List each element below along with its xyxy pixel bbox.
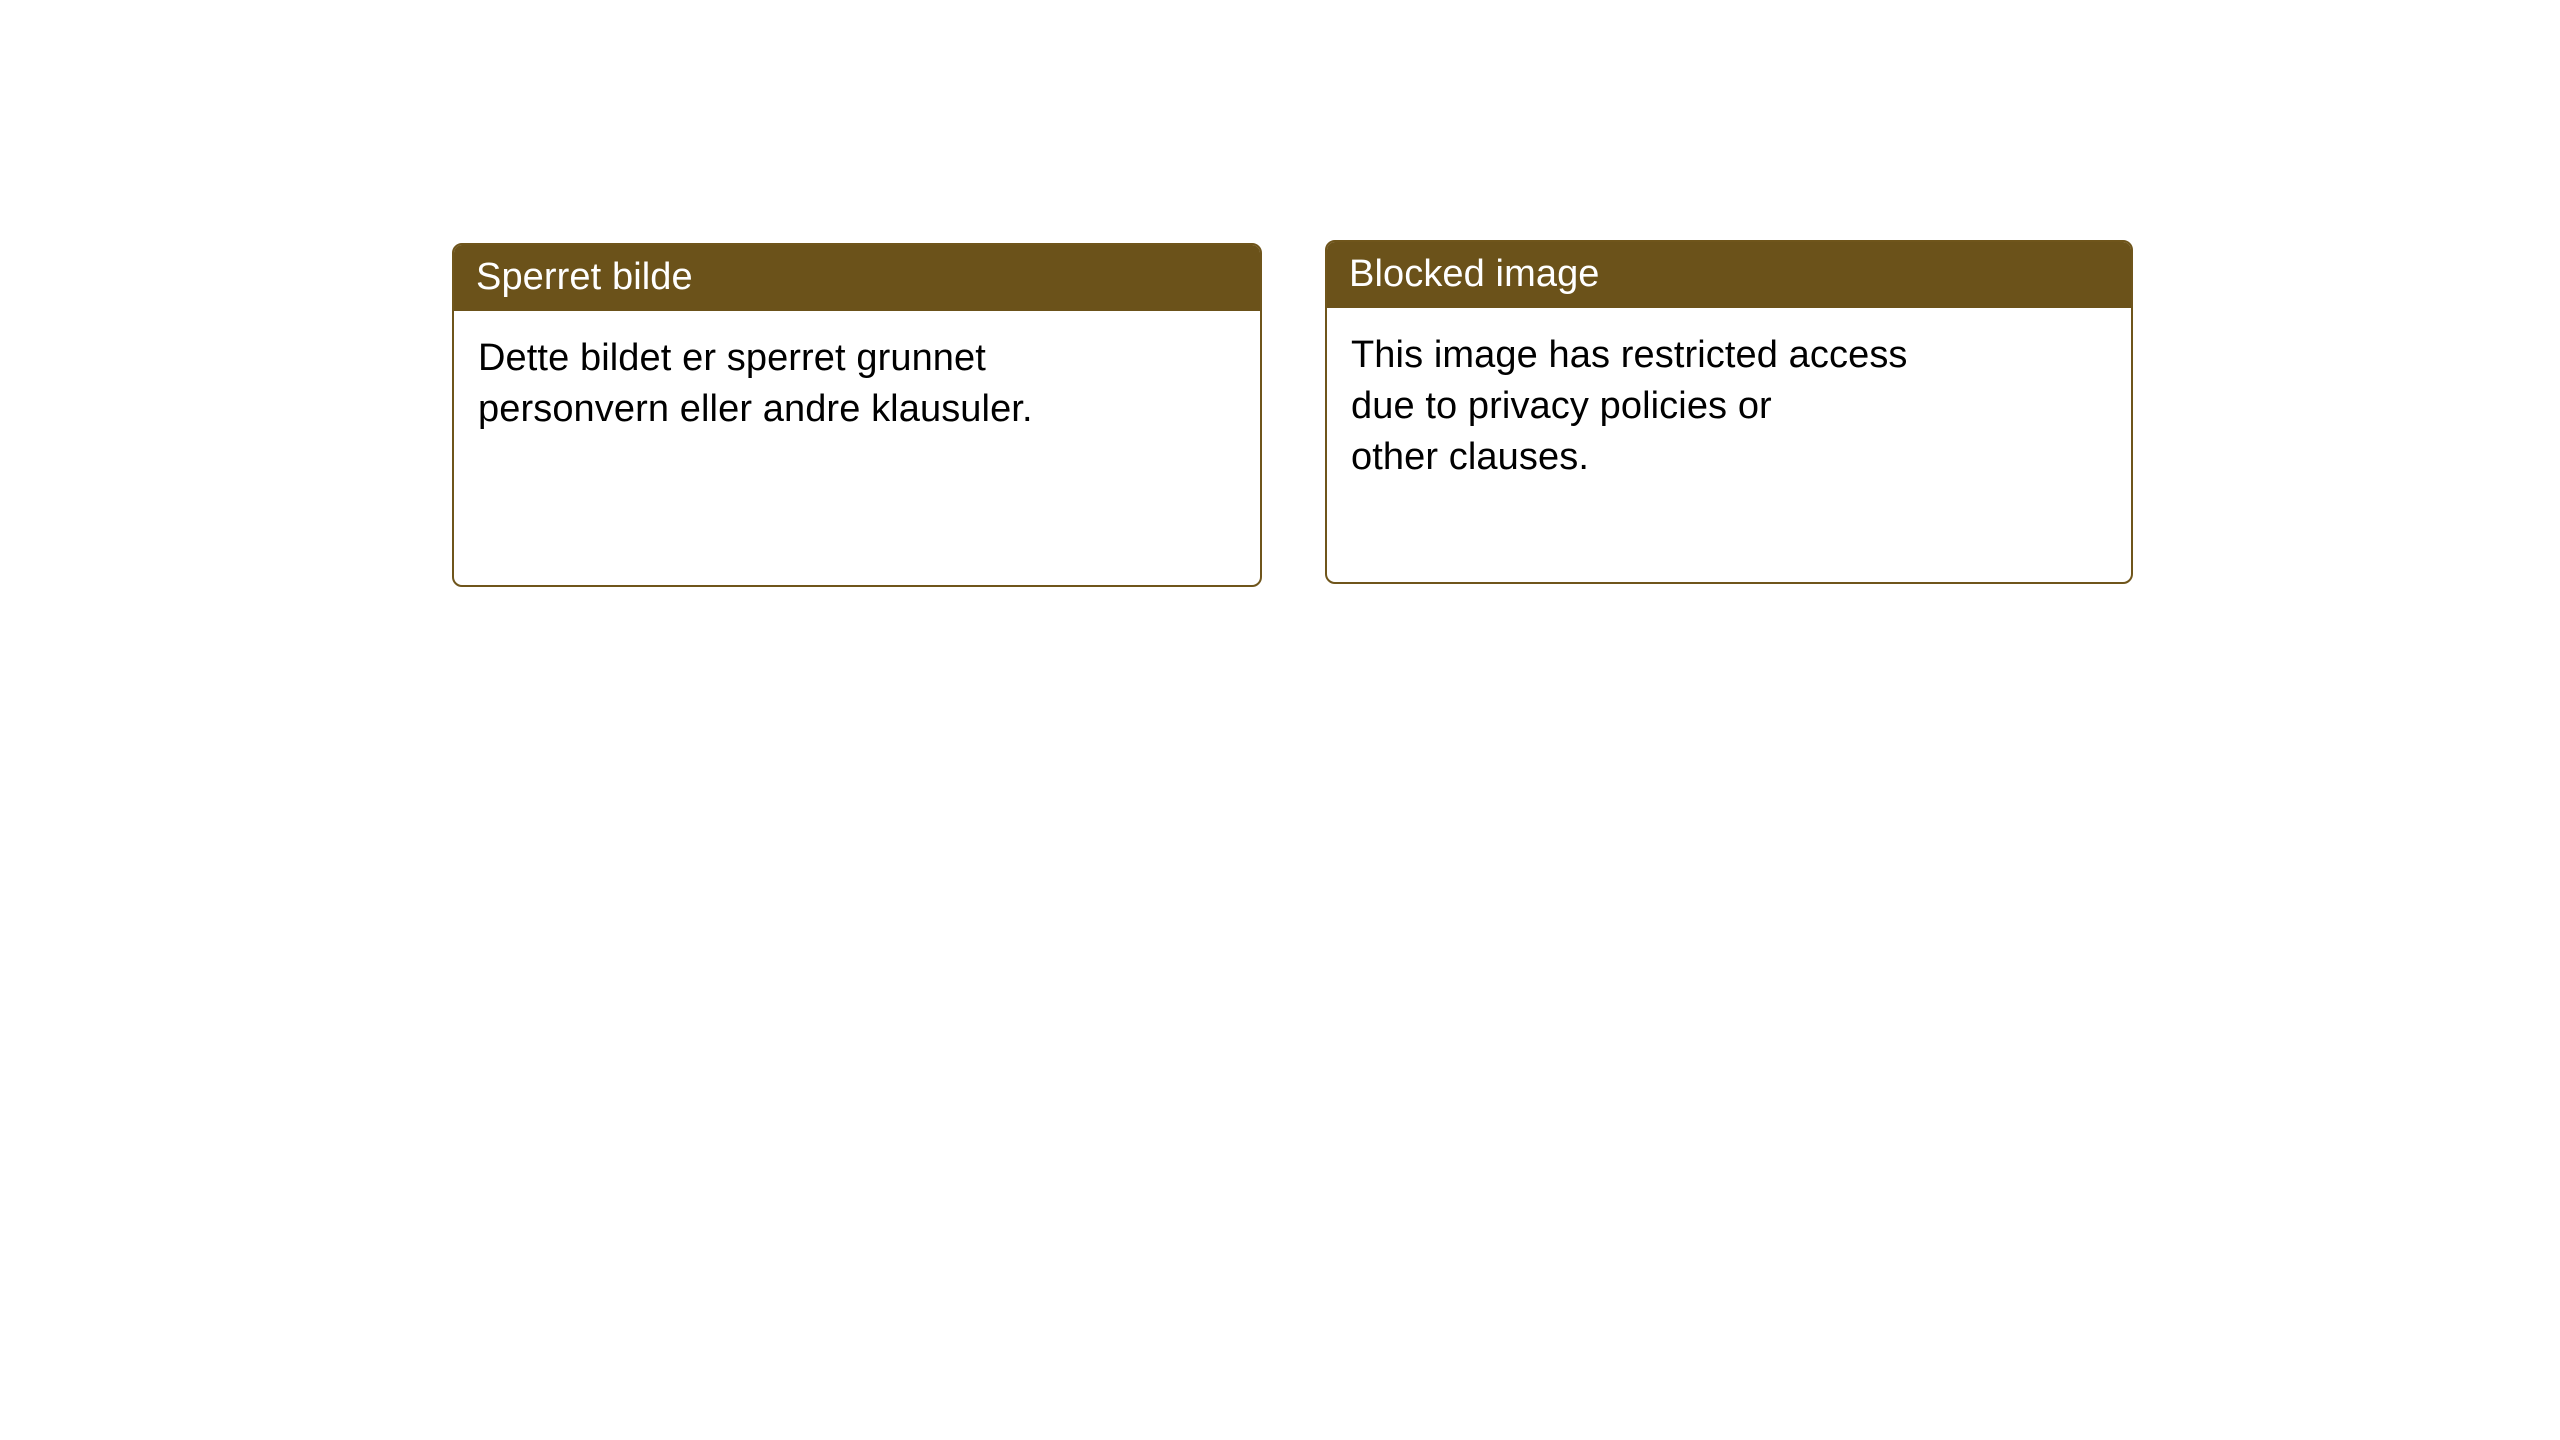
panel-text-line: Dette bildet er sperret grunnet [478,337,986,379]
panel-text-line: due to privacy policies or [1351,385,1772,427]
panel-text-line: This image has restricted access [1351,334,1908,376]
panel-text-line: personvern eller andre klausuler. [478,388,1033,430]
blocked-image-notice-no [452,243,1262,587]
panel-text-line: other clauses. [1351,436,1589,478]
panel-body-no [454,311,1260,435]
panel-title-no: Sperret bilde [454,245,1260,311]
blocked-image-notice-en [1325,240,2133,584]
panel-title-en: Blocked image [1327,242,2131,308]
panel-body-en [1327,308,2131,483]
